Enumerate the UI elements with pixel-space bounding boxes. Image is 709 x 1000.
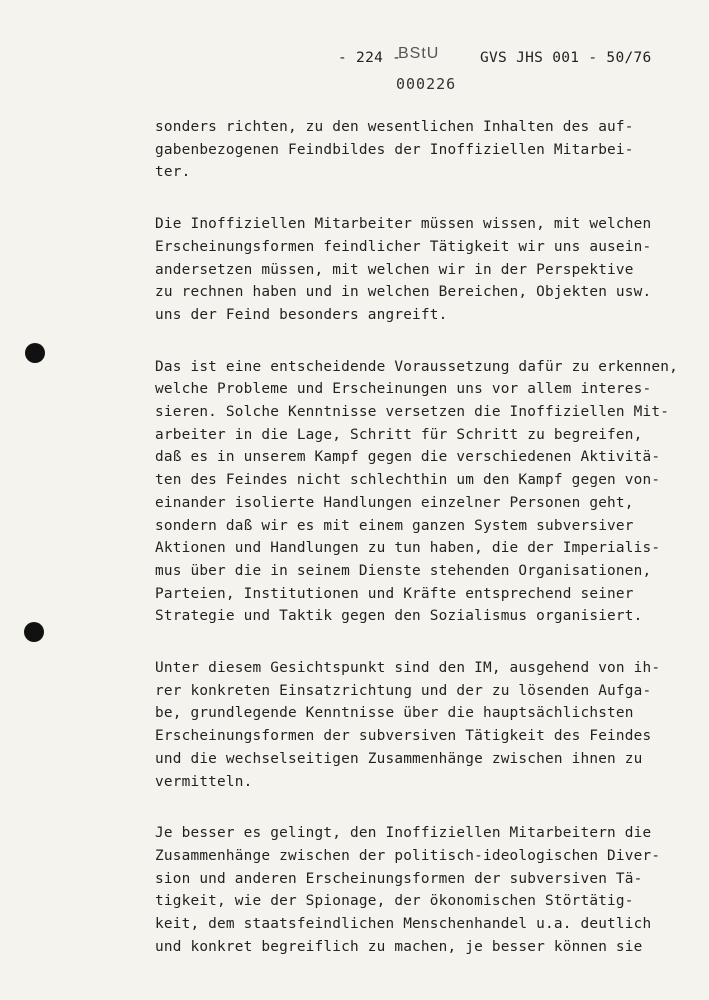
text-line: zu rechnen haben und in welchen Bereichen, Objekten usw. <box>155 284 652 301</box>
punch-hole-bottom <box>24 622 44 642</box>
text-line: und konkret begreiflich zu machen, je besser können sie <box>155 938 643 955</box>
paragraph <box>155 213 700 327</box>
text-line: sieren. Solche Kenntnisse versetzen die Inoffiziellen Mit- <box>155 404 670 421</box>
text-line: rer konkreten Einsatzrichtung und der zu lösenden Aufga- <box>155 682 652 699</box>
text-line: uns der Feind besonders angreift. <box>155 306 448 323</box>
archive-stamp-number: 000226 <box>396 75 457 93</box>
text-line: sion und anderen Erscheinungsformen der subversiven Tä- <box>155 870 643 887</box>
punch-hole-top <box>25 343 45 363</box>
text-line: vermitteln. <box>155 773 253 790</box>
text-line: mus über die in seinem Dienste stehenden Organisationen, <box>155 562 652 579</box>
text-line: keit, dem staatsfeindlichen Menschenhandel u.a. deutlich <box>155 916 652 933</box>
document-reference: GVS JHS 001 - 50/76 <box>480 50 652 66</box>
text-line: und die wechselseitigen Zusammenhänge zwischen ihnen zu <box>155 750 643 767</box>
paragraph <box>155 822 700 958</box>
text-line: ten des Feindes nicht schlechthin um den Kampf gegen von- <box>155 472 661 489</box>
text-line: Zusammenhänge zwischen der politisch-ideologischen Diver- <box>155 847 661 864</box>
text-line: sonders richten, zu den wesentlichen Inhalten des auf- <box>155 119 634 135</box>
text-line: Das ist eine entscheidende Voraussetzung dafür zu erkennen, <box>155 358 678 375</box>
text-line: Parteien, Institutionen und Kräfte entsprechend seiner <box>155 585 634 602</box>
text-line: einander isolierte Handlungen einzelner Personen geht, <box>155 494 634 511</box>
paragraph <box>155 356 700 628</box>
page-number: - 224 - <box>338 50 402 66</box>
text-line: sondern daß wir es mit einem ganzen System subversiver <box>155 517 634 534</box>
archive-stamp-label: BStU <box>398 45 440 62</box>
text-line: arbeiter in die Lage, Schritt für Schritt zu begreifen, <box>155 426 643 443</box>
text-line: Je besser es gelingt, den Inoffiziellen Mitarbeitern die <box>155 825 652 842</box>
text-line: Die Inoffiziellen Mitarbeiter müssen wissen, mit welchen <box>155 216 652 233</box>
text-line: welche Probleme und Erscheinungen uns vor allem interes- <box>155 381 652 398</box>
text-line: ter. <box>155 164 191 181</box>
text-line: andersetzen müssen, mit welchen wir in der Perspektive <box>155 261 634 278</box>
text-line: tigkeit, wie der Spionage, der ökonomischen Störtätig- <box>155 893 634 910</box>
paragraph <box>155 657 700 793</box>
text-line: Erscheinungsformen feindlicher Tätigkeit wir uns ausein- <box>155 238 652 255</box>
text-line: gabenbezogenen Feindbildes der Inoffiziellen Mitarbei- <box>155 141 634 158</box>
text-line: Unter diesem Gesichtspunkt sind den IM, ausgehend von ih- <box>155 660 661 677</box>
text-line: be, grundlegende Kenntnisse über die hauptsächlichsten <box>155 705 634 722</box>
paragraph <box>155 116 700 184</box>
text-line: Strategie und Taktik gegen den Sozialismus organisiert. <box>155 608 643 625</box>
text-line: Erscheinungsformen der subversiven Tätigkeit des Feindes <box>155 728 652 745</box>
text-line: Aktionen und Handlungen zu tun haben, die der Imperialis- <box>155 540 661 557</box>
body-text <box>155 116 700 988</box>
text-line: daß es in unserem Kampf gegen die verschiedenen Aktivitä- <box>155 449 661 466</box>
